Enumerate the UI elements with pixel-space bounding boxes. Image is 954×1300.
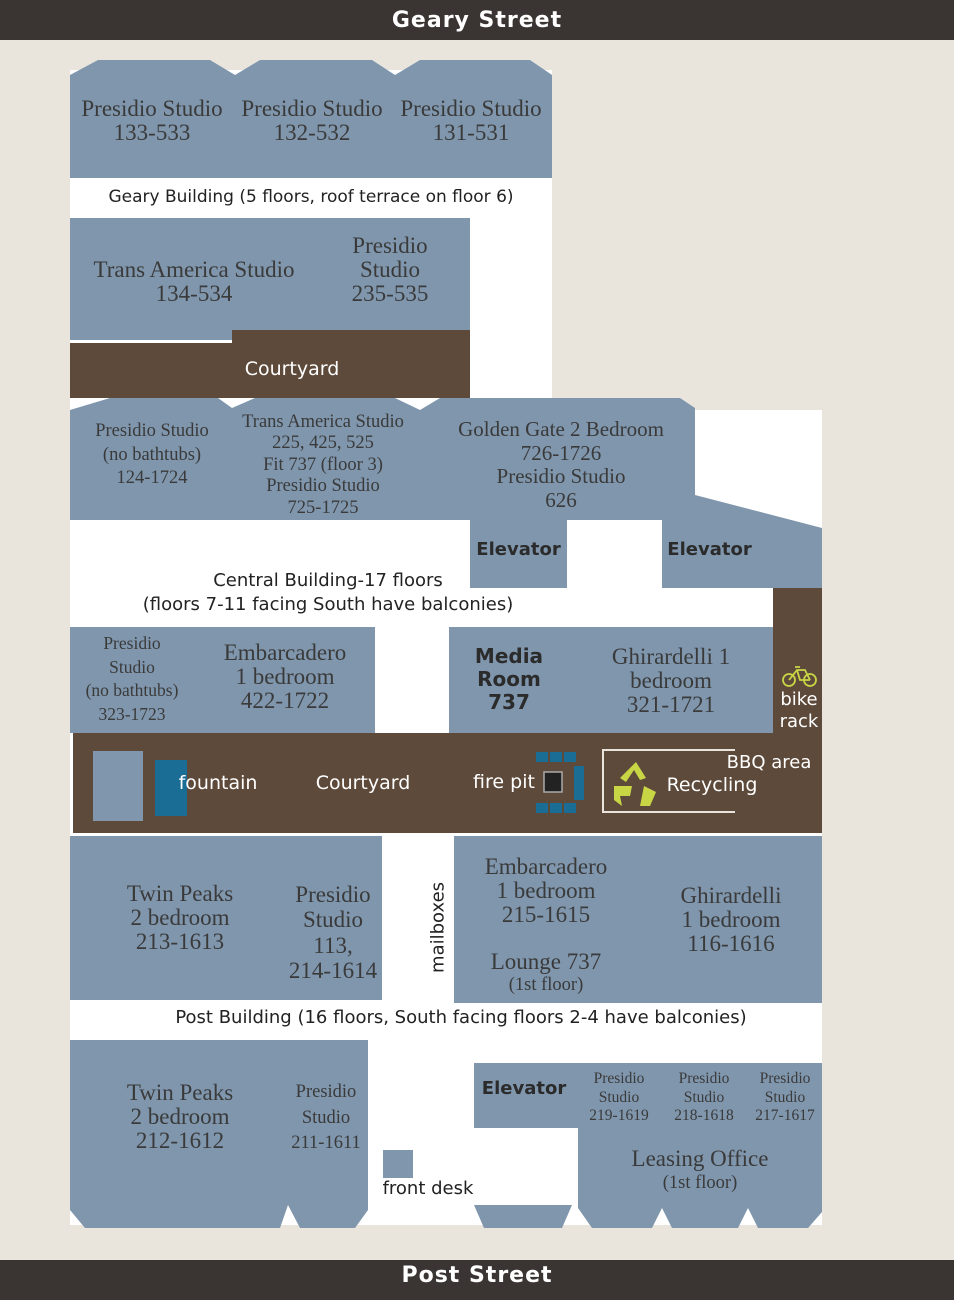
label-front-desk: front desk	[382, 1178, 474, 1199]
label-central-building: Central Building-17 floors	[213, 570, 443, 591]
label-post-building: Post Building (16 floors, South facing floors 2-4 have balconies)	[175, 1007, 747, 1028]
label-ghirardelli-116: Ghirardelli 1 bedroom 116-1616	[680, 883, 782, 957]
label-presidio-217: Presidio Studio 217-1617	[755, 1070, 815, 1125]
label-presidio-132: Presidio Studio 132-532	[241, 96, 383, 146]
label-mailboxes: mailboxes	[427, 881, 449, 973]
unit-post-lower-annex	[474, 1205, 572, 1228]
label-presidio-235: Presidio Studio 235-535	[351, 233, 429, 307]
label-leasing-office: Leasing Office	[631, 1146, 769, 1171]
label-presidio-323: Presidio Studio (no bathtubs) 323-1723	[85, 633, 179, 724]
label-leasing-note: (1st floor)	[662, 1173, 738, 1193]
label-presidio-113: Presidio Studio 113, 214-1614	[288, 882, 378, 983]
label-bike-rack: bike rack	[779, 689, 819, 732]
label-trans-america-134: Trans America Studio 134-534	[93, 257, 295, 307]
label-central-building-note: (floors 7-11 facing South have balconies)	[142, 594, 514, 615]
street-geary: Geary Street	[0, 0, 954, 40]
label-media-room: Media Room 737	[474, 644, 544, 714]
label-embarcadero-422: Embarcadero 1 bedroom 422-1722	[223, 640, 347, 714]
street-post: Post Street	[0, 1260, 954, 1300]
label-courtyard-south: Courtyard	[315, 772, 411, 794]
fountain-block	[93, 751, 143, 821]
label-presidio-218: Presidio Studio 218-1618	[674, 1070, 734, 1125]
label-elevator-2: Elevator	[667, 539, 752, 560]
label-fire-pit: fire pit	[473, 771, 535, 793]
label-elevator-1: Elevator	[476, 539, 561, 560]
label-lounge: Lounge 737	[490, 949, 602, 974]
label-geary-building: Geary Building (5 floors, roof terrace on floor 6)	[108, 187, 514, 207]
front-desk-marker	[383, 1150, 413, 1178]
label-presidio-124: Presidio Studio (no bathtubs) 124-1724	[95, 421, 209, 489]
label-embarcadero-215: Embarcadero 1 bedroom 215-1615	[484, 854, 608, 928]
label-presidio-219: Presidio Studio 219-1619	[589, 1070, 649, 1125]
label-twin-peaks-213: Twin Peaks 2 bedroom 213-1613	[126, 881, 234, 955]
label-ghirardelli-321: Ghirardelli 1 bedroom 321-1721	[611, 644, 731, 718]
label-recycling: Recycling	[666, 774, 758, 796]
label-twin-peaks-212: Twin Peaks 2 bedroom 212-1612	[126, 1080, 234, 1154]
label-courtyard-north: Courtyard	[244, 358, 340, 380]
label-presidio-211: Presidio Studio 211-1611	[291, 1082, 361, 1154]
label-presidio-133: Presidio Studio 133-533	[81, 96, 223, 146]
label-lounge-note: (1st floor)	[508, 975, 584, 995]
label-golden-gate: Golden Gate 2 Bedroom 726-1726 Presidio Studio 626	[458, 417, 664, 513]
label-fountain: fountain	[178, 772, 258, 794]
label-bbq-area: BBQ area	[726, 752, 812, 773]
label-elevator-3: Elevator	[481, 1078, 567, 1099]
label-presidio-131: Presidio Studio 131-531	[400, 96, 542, 146]
label-trans-america-225: Trans America Studio 225, 425, 525 Fit 737 (floor 3) Presidio Studio 725-1725	[242, 412, 404, 518]
